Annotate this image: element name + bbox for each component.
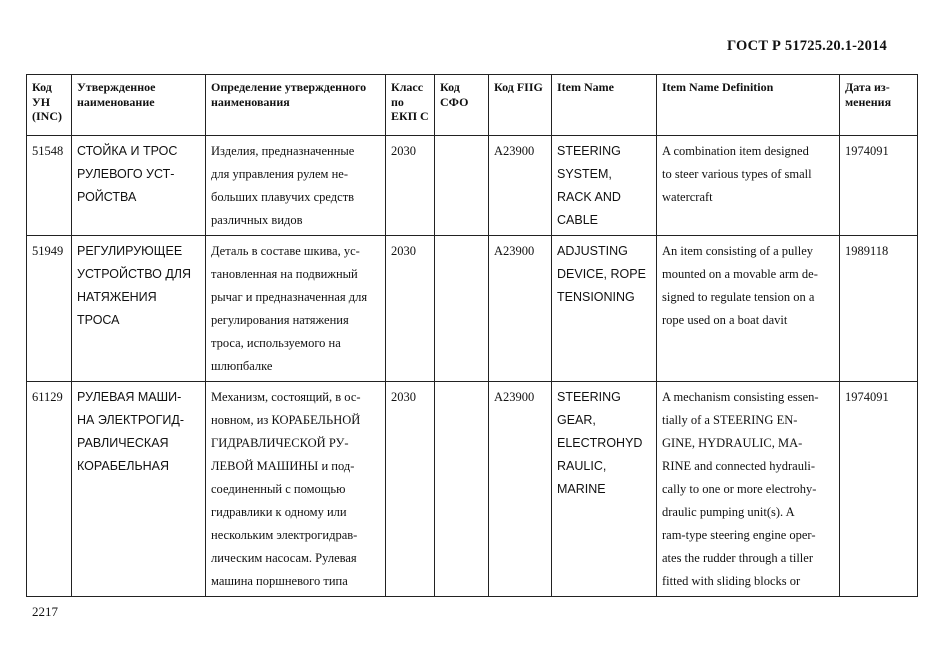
cell-approved-name: РЕГУЛИРУЮЩЕЕ УСТРОЙСТВО ДЛЯ НАТЯЖЕНИЯ ТРОСА [72, 236, 206, 382]
registry-table [26, 74, 918, 597]
column-header-class: Класс по ЕКП С [386, 75, 435, 136]
column-header-item-name: Item Name [552, 75, 657, 136]
document-code: ГОСТ Р 51725.20.1-2014 [726, 38, 887, 54]
table-row [27, 382, 918, 597]
cell-class: 2030 [386, 236, 435, 382]
cell-definition: Деталь в составе шкива, ус- тановленная на подвижный рычаг и предназначенная для регулирования натяжения троса, используемого на шлюпбалке [206, 236, 386, 382]
cell-sfo [435, 382, 489, 597]
column-header-definition: Определение утвержденного наименования [206, 75, 386, 136]
cell-approved-name: РУЛЕВАЯ МАШИ- НА ЭЛЕКТРОГИД- РАВЛИЧЕСКАЯ КОРАБЕЛЬНАЯ [72, 382, 206, 597]
cell-fiig: A23900 [489, 136, 552, 236]
cell-item-definition: A combination item designed to steer various types of small watercraft [657, 136, 840, 236]
cell-inc: 51548 [27, 136, 72, 236]
column-header-date: Дата из- менения [840, 75, 918, 136]
cell-item-name: ADJUSTING DEVICE, ROPE TENSIONING [552, 236, 657, 382]
cell-approved-name: СТОЙКА И ТРОС РУЛЕВОГО УСТ- РОЙСТВА [72, 136, 206, 236]
table-row [27, 136, 918, 236]
cell-definition: Изделия, предназначенные для управления рулем не- больших плавучих средств различных видов [206, 136, 386, 236]
cell-item-definition: An item consisting of a pulley mounted on a movable arm de- signed to regulate tension on a rope used on a boat davit [657, 236, 840, 382]
table-row [27, 236, 918, 382]
cell-fiig: A23900 [489, 382, 552, 597]
column-header-fiig: Код FIIG [489, 75, 552, 136]
cell-date: 1974091 [840, 136, 918, 236]
cell-inc: 51949 [27, 236, 72, 382]
cell-item-name: STEERING GEAR, ELECTROHYD RAULIC, MARINE [552, 382, 657, 597]
cell-sfo [435, 236, 489, 382]
table-header-row [27, 75, 918, 136]
column-header-sfo: Код СФО [435, 75, 489, 136]
cell-date: 1974091 [840, 382, 918, 597]
page-number: 2217 [32, 604, 58, 619]
cell-date: 1989118 [840, 236, 918, 382]
column-header-inc: Код УН (INC) [27, 75, 72, 136]
cell-fiig: A23900 [489, 236, 552, 382]
column-header-approved-name: Утвержденное наименование [72, 75, 206, 136]
cell-item-definition: A mechanism consisting essen- tially of a STEERING EN- GINE, HYDRAULIC, MA- RINE and connected hydrauli- cally to one or more electrohy- draulic pumping unit(s). A ram-type steering engine oper- ates the rudder through a tiller fitted with sliding blocks or [657, 382, 840, 597]
column-header-item-definition: Item Name Definition [657, 75, 840, 136]
cell-item-name: STEERING SYSTEM, RACK AND CABLE [552, 136, 657, 236]
cell-sfo [435, 136, 489, 236]
cell-class: 2030 [386, 136, 435, 236]
cell-class: 2030 [386, 382, 435, 597]
cell-inc: 61129 [27, 382, 72, 597]
cell-definition: Механизм, состоящий, в ос- новном, из КОРАБЕЛЬНОЙ ГИДРАВЛИЧЕСКОЙ РУ- ЛЕВОЙ МАШИНЫ и под- соединенный с помощью гидравлики к одному или нескольким электрогидрав- лическим насосам. Рулевая машина поршневого типа [206, 382, 386, 597]
